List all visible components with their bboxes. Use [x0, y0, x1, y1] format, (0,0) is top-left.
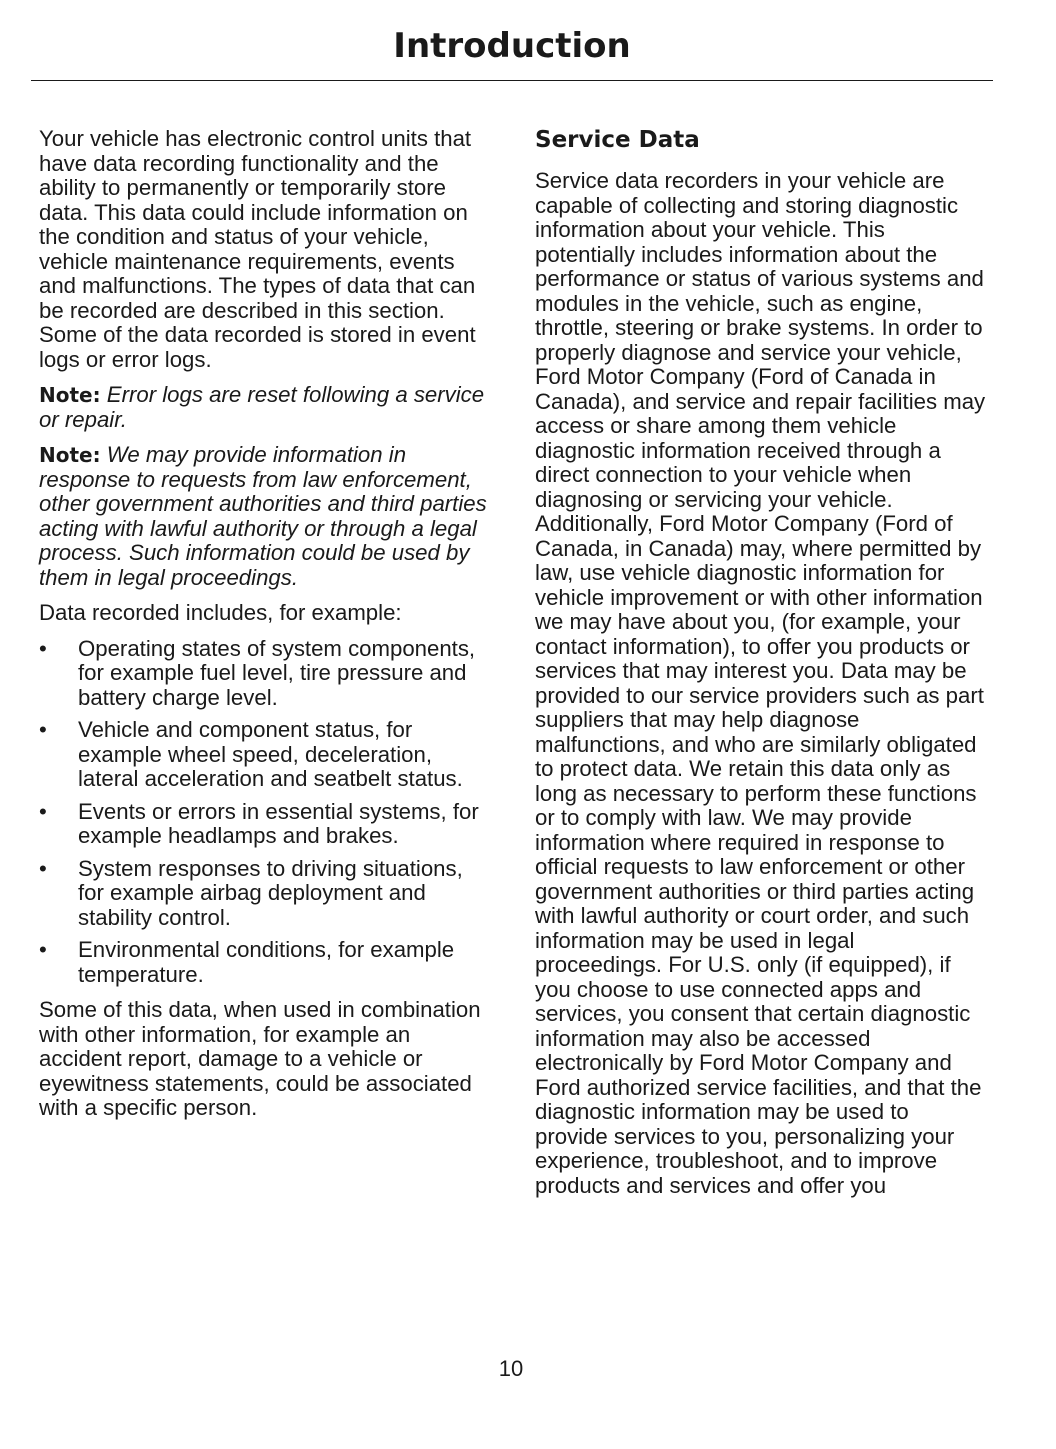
- note-label: Note:: [39, 383, 101, 407]
- intro-paragraph: Your vehicle has electronic control units that have data recording functionality and the ability to permanently or temporarily store data. This data could include information on the condition and status of your vehicle, vehicle maintenance requirements, events and malfunctions. The types of data that can be recorded are described in this section. Some of the data recorded is stored in event logs or error logs.: [39, 126, 476, 372]
- list-item: [39, 800, 491, 849]
- service-data-paragraph: Service data recorders in your vehicle are capable of collecting and storing diagnostic information about your vehicle. This potentially includes information about the performance or status of various systems and modules in the vehicle, such as engine, throttle, steering or brake systems. In order to properly diagnose and service your vehicle, Ford Motor Company (Ford of Canada in Canada), and service and repair facilities may access or share among them vehicle diagnostic information received through a direct connection to your vehicle when diagnosing or servicing your vehicle. Additionally, Ford Motor Company (Ford of Canada, in Canada) may, where permitted by law, use vehicle diagnostic information for vehicle improvement or with other information we may have about you, (for example, your contact information), to offer you products or services that may interest you. Data may be provided to our service providers such as part suppliers that may help diagnose malfunctions, and who are similarly obligated to protect data. We retain this data only as long as necessary to perform these functions or to comply with law. We may provide information where required in response to official requests to law enforcement or other government authorities or third parties acting with lawful authority or court order, and such information may be used in legal proceedings. For U.S. only (if equipped), if you choose to use connected apps and services, you consent that certain diagnostic information may also be accessed electronically by Ford Motor Company and Ford authorized service facilities, and that the diagnostic information may be used to provide services to you, personalizing your experience, troubleshoot, and to improve products and services and offer you: [535, 168, 986, 1198]
- note-error-logs: [39, 383, 491, 432]
- closing-paragraph: Some of this data, when used in combination with other information, for example an accident report, damage to a vehicle or eyewitness statements, could be associated with a specific person.: [39, 997, 481, 1120]
- page-header: [0, 24, 1024, 68]
- right-column: [535, 127, 987, 1209]
- bullet-icon: •: [39, 798, 47, 824]
- header-divider: [31, 80, 993, 81]
- data-recorded-list: [39, 637, 491, 988]
- page-title: Introduction: [393, 26, 631, 66]
- bullet-icon: •: [39, 717, 47, 742]
- list-item-text: Events or errors in essential systems, for example headlamps and brakes.: [78, 798, 479, 848]
- list-item-text: System responses to driving situations, for example airbag deployment and stability control.: [78, 855, 463, 930]
- note-text: Error logs are reset following a service or repair.: [39, 382, 485, 432]
- list-item: [39, 938, 491, 987]
- page-number: 10: [498, 1356, 524, 1381]
- list-item: [39, 637, 491, 711]
- list-item-text: Vehicle and component status, for example wheel speed, deceleration, lateral acceleration and seatbelt status.: [78, 717, 463, 791]
- list-intro: Data recorded includes, for example:: [39, 600, 402, 625]
- list-item: [39, 857, 491, 931]
- bullet-icon: •: [39, 855, 47, 881]
- list-item: [39, 718, 491, 792]
- list-item-text: Operating states of system components, for example fuel level, tire pressure and battery charge level.: [78, 635, 476, 710]
- note-label: Note:: [39, 443, 101, 467]
- section-heading: Service Data: [535, 127, 700, 153]
- bullet-icon: •: [39, 635, 47, 661]
- left-column: [39, 127, 491, 1132]
- list-item-text: Environmental conditions, for example temperature.: [78, 937, 455, 987]
- note-law-enforcement: [39, 443, 491, 590]
- bullet-icon: •: [39, 937, 47, 962]
- note-text: We may provide information in response to requests from law enforcement, other government authorities and third parties acting with lawful authority or through a legal process. Such information could be used by them in legal proceedings.: [39, 442, 487, 590]
